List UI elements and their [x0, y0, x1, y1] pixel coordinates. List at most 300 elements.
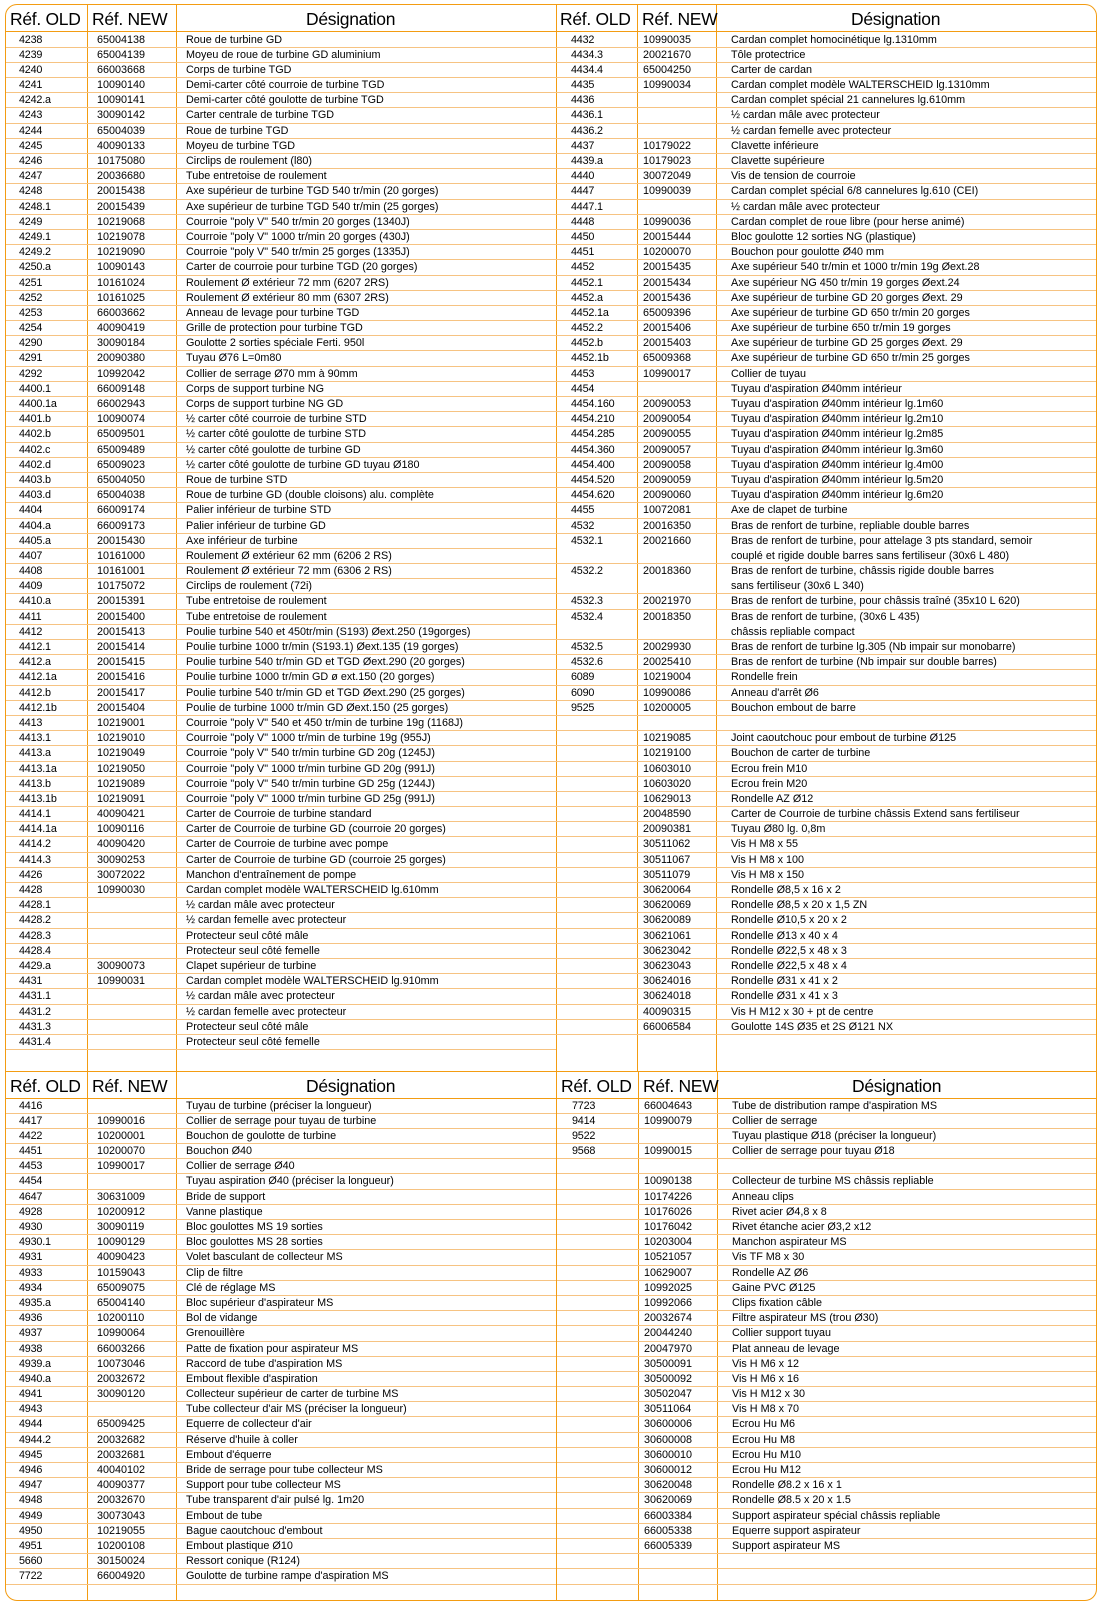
designation-cell: Support aspirateur spécial châssis repliable	[732, 1509, 941, 1522]
ref-new-cell: 20015430	[97, 534, 146, 547]
table-row	[556, 488, 1096, 503]
designation-cell: Courroie "poly V" 540 tr/min turbine GD 25g (1244J)	[186, 777, 435, 790]
designation-cell: Poulie de turbine 1000 tr/min GD Øext.150 (25 gorges)	[186, 701, 449, 714]
table-row	[6, 1402, 556, 1417]
table-row	[6, 1144, 556, 1159]
ref-old-cell: 4453	[19, 1160, 43, 1173]
ref-new-cell: 65009396	[643, 306, 692, 319]
header-designation: Désignation	[306, 9, 396, 29]
table-body	[6, 1099, 556, 1585]
designation-cell: Ecrou Hu M6	[732, 1418, 796, 1431]
table-row	[6, 321, 556, 336]
designation-cell: Embout flexible d'aspiration	[186, 1372, 318, 1385]
ref-old-cell: 4411	[19, 610, 42, 623]
table-row	[6, 1448, 556, 1463]
designation-cell: ½ carter côté courroie de turbine STD	[186, 413, 367, 426]
ref-old-cell: 4248.1	[19, 200, 51, 213]
ref-new-cell: 10179023	[643, 155, 692, 167]
designation-cell: Moyeu de turbine TGD	[186, 139, 296, 152]
ref-new-cell: 10219089	[97, 777, 146, 790]
ref-old-cell: 4416	[19, 1099, 43, 1112]
ref-old-cell: 4292	[19, 367, 43, 380]
ref-new-cell: 30090119	[97, 1221, 145, 1233]
table-row	[6, 488, 556, 503]
designation-cell: Demi-carter côté courroie de turbine TGD	[186, 79, 385, 92]
table-row	[556, 686, 1096, 701]
table-row	[6, 640, 556, 655]
designation-cell: Protecteur seul côté mâle	[186, 1020, 309, 1033]
ref-old-cell: 4431.3	[19, 1020, 51, 1033]
ref-new-cell: 65004140	[97, 1296, 146, 1309]
header-ref-old: Réf. OLD	[561, 1076, 632, 1096]
ref-new-cell: 20090057	[643, 443, 692, 456]
designation-cell: Filtre aspirateur MS (trou Ø30)	[732, 1312, 879, 1325]
designation-cell: Bras de renfort de turbine, pour châssis traîné (35x10 L 620)	[731, 595, 1020, 608]
table-row	[6, 503, 556, 518]
ref-new-cell: 30620069	[643, 899, 692, 912]
designation-cell: Bras de renfort de turbine, pour attelage 3 pts standard, semoir couplé et rigide double barres sans fertiliseur (30x6 L 480)	[731, 534, 1033, 562]
ref-new-cell: 20090054	[643, 413, 692, 426]
ref-old-cell: 4249	[19, 215, 43, 228]
table-row	[557, 1463, 1097, 1478]
ref-new-cell: 10073046	[97, 1357, 146, 1370]
table-row	[556, 731, 1096, 746]
ref-old-cell: 4428.2	[19, 914, 51, 927]
ref-old-cell: 4428.4	[19, 944, 51, 957]
designation-cell: Tôle protectrice	[731, 48, 806, 61]
table-row	[6, 898, 556, 913]
ref-new-cell: 10200070	[97, 1145, 146, 1158]
designation-cell: Bloc goulottes MS 28 sorties	[186, 1236, 323, 1249]
designation-cell: Clavette supérieure	[731, 155, 825, 167]
designation-cell: Anneau clips	[732, 1190, 794, 1203]
ref-old-cell: 4434.4	[571, 63, 603, 76]
ref-new-cell: 65009023	[97, 458, 146, 471]
designation-cell: Rondelle Ø10,5 x 20 x 2	[731, 914, 847, 927]
ref-new-cell: 10990017	[97, 1160, 146, 1173]
designation-cell: Axe supérieur de turbine GD 650 tr/min 20 gorges	[731, 306, 970, 319]
table-row	[556, 230, 1096, 245]
table-row	[556, 701, 1096, 716]
table-row	[557, 1235, 1097, 1250]
designation-cell: Tuyau d'aspiration Ø40mm intérieur	[731, 382, 902, 395]
ref-new-cell: 40090315	[643, 1005, 692, 1018]
ref-old-cell: 4931	[19, 1251, 43, 1264]
ref-new-cell: 20032674	[644, 1312, 693, 1325]
table-row	[557, 1402, 1097, 1417]
ref-old-cell: 4532.3	[571, 595, 603, 608]
table-row	[6, 291, 556, 306]
table-row	[556, 959, 1096, 974]
ref-new-cell: 20032682	[97, 1433, 146, 1446]
ref-old-cell: 4948	[19, 1494, 43, 1507]
designation-cell: ½ cardan femelle avec protecteur	[731, 124, 892, 137]
table-row	[6, 1569, 556, 1584]
table-row	[6, 1190, 556, 1205]
table-row	[557, 1448, 1097, 1463]
ref-new-cell: 30072022	[97, 868, 146, 881]
table-row	[557, 1311, 1097, 1326]
header-ref-new: Réf. NEW	[92, 9, 168, 29]
ref-new-cell: 66003266	[97, 1342, 146, 1355]
designation-cell: Bras de renfort de turbine (Nb impair sur double barres)	[731, 656, 997, 669]
ref-old-cell: 4291	[19, 352, 43, 365]
table-row	[6, 731, 556, 746]
designation-cell: Goulotte 14S Ø35 et 2S Ø121 NX	[731, 1020, 894, 1033]
designation-cell: Corps de support turbine NG GD	[186, 398, 344, 410]
table-row	[556, 792, 1096, 807]
ref-new-cell: 30073043	[97, 1509, 146, 1522]
designation-cell: Courroie "poly V" 540 tr/min 25 gorges (1335J)	[186, 246, 410, 259]
ref-new-cell: 10990015	[644, 1145, 693, 1158]
ref-old-cell: 4250.a	[19, 261, 51, 274]
header-ref-new: Réf. NEW	[642, 9, 718, 29]
table-row	[556, 33, 1096, 48]
table-row	[556, 200, 1096, 215]
table-row	[556, 473, 1096, 488]
table-row	[556, 139, 1096, 154]
table-row	[557, 1569, 1097, 1584]
designation-cell: Courroie "poly V" 1000 tr/min turbine GD 25g (991J)	[186, 792, 435, 805]
table-row	[557, 1266, 1097, 1281]
table-row	[556, 306, 1096, 321]
table-row	[6, 716, 556, 731]
designation-cell: Vis H M6 x 16	[732, 1372, 800, 1385]
designation-cell: Embout plastique Ø10	[186, 1539, 293, 1552]
table-row	[6, 33, 556, 48]
designation-cell: Tube entretoise de roulement	[186, 595, 327, 608]
table-row	[556, 1005, 1096, 1020]
designation-cell: Protecteur seul côté mâle	[186, 929, 309, 942]
designation-cell: Vis H M12 x 30	[732, 1388, 806, 1401]
ref-new-cell: 30500092	[644, 1372, 693, 1385]
ref-new-cell: 30090073	[97, 959, 146, 972]
ref-new-cell: 20018360	[643, 565, 692, 578]
designation-cell: Ecrou Hu M8	[732, 1433, 796, 1446]
ref-new-cell: 30511064	[644, 1403, 692, 1416]
ref-new-cell: 20015417	[97, 686, 146, 699]
designation-cell: Ressort conique (R124)	[186, 1555, 301, 1568]
header-ref-old: Réf. OLD	[10, 9, 81, 29]
designation-cell: Anneau de levage pour turbine TGD	[186, 306, 360, 319]
table-row	[6, 78, 556, 93]
designation-cell: Carter de Courroie de turbine GD (courroie 20 gorges)	[186, 823, 446, 836]
table-row	[556, 63, 1096, 78]
ref-new-cell: 30620089	[643, 914, 692, 927]
designation-cell: Poulie turbine 540 tr/min GD et TGD Øext.290 (20 gorges)	[186, 656, 465, 669]
ref-old-cell: 4454.360	[571, 443, 615, 456]
ref-new-cell: 10200108	[97, 1539, 146, 1552]
ref-old-cell: 4414.1	[19, 808, 51, 821]
designation-cell: Circlips de roulement (l80)	[186, 155, 313, 167]
designation-cell: Corps de support turbine NG	[186, 382, 325, 395]
bottom-right-table	[556, 1071, 1097, 1601]
table-row	[556, 655, 1096, 670]
designation-cell: Clapet supérieur de turbine	[186, 959, 317, 972]
designation-cell: Tuyau d'aspiration Ø40mm intérieur lg.3m60	[731, 443, 944, 456]
designation-cell: Embout de tube	[186, 1509, 263, 1522]
table-row	[6, 1035, 556, 1050]
ref-new-cell: 30621061	[643, 929, 692, 942]
ref-old-cell: 4447	[571, 185, 595, 198]
ref-new-cell: 10990031	[97, 975, 146, 988]
ref-new-cell: 10629013	[643, 792, 692, 805]
ref-new-cell: 20021670	[643, 48, 692, 61]
table-row	[556, 913, 1096, 928]
table-row	[6, 1342, 556, 1357]
table-row	[6, 427, 556, 442]
designation-cell: Cardan complet spécial 21 cannelures lg.610mm	[731, 94, 966, 107]
table-header	[557, 1071, 1097, 1099]
table-header	[6, 5, 556, 32]
ref-new-cell: 65004250	[643, 63, 692, 76]
ref-old-cell: 4436.2	[571, 124, 603, 137]
table-body	[557, 1099, 1097, 1585]
designation-cell: Tuyau plastique Ø18 (préciser la longueur)	[732, 1129, 937, 1142]
ref-old-cell: 4939.a	[19, 1357, 51, 1370]
table-row	[6, 1296, 556, 1311]
ref-old-cell: 4254	[19, 322, 43, 335]
ref-old-cell: 4930	[19, 1221, 43, 1233]
ref-new-cell: 10090074	[97, 413, 146, 426]
ref-new-cell: 66003384	[644, 1509, 693, 1522]
designation-cell: Rondelle Ø13 x 40 x 4	[731, 929, 838, 942]
designation-cell: Rondelle AZ Ø12	[731, 792, 814, 805]
designation-cell: Carter de cardan	[731, 63, 813, 76]
designation-cell: Axe de clapet de turbine	[731, 504, 848, 517]
designation-cell: Rondelle Ø8,5 x 20 x 1,5 ZN	[731, 899, 868, 912]
table-row	[6, 868, 556, 883]
table-row	[6, 1326, 556, 1341]
table-row	[556, 822, 1096, 837]
ref-new-cell: 10990079	[644, 1114, 693, 1127]
table-row	[6, 336, 556, 351]
table-row	[556, 382, 1096, 397]
ref-old-cell: 4943	[19, 1403, 43, 1416]
ref-new-cell: 30090120	[97, 1388, 146, 1401]
designation-cell: Cardan complet homocinétique lg.1310mm	[731, 33, 937, 46]
table-row	[556, 321, 1096, 336]
table-row	[556, 124, 1096, 139]
ref-new-cell: 20015415	[97, 656, 146, 669]
designation-cell: Bras de renfort de turbine, (30x6 L 435) châssis repliable compact	[731, 610, 920, 638]
designation-cell: Axe supérieur de turbine TGD 540 tr/min (20 gorges)	[186, 185, 439, 198]
ref-new-cell: 10219004	[643, 671, 692, 684]
ref-old-cell: 4412.a	[19, 656, 51, 669]
designation-cell: Grille de protection pour turbine TGD	[186, 322, 363, 335]
designation-cell: Bride de serrage pour tube collecteur MS	[186, 1464, 383, 1476]
designation-cell: Ecrou Hu M12	[732, 1464, 802, 1476]
designation-cell: ½ carter côté goulotte de turbine STD	[186, 428, 367, 441]
designation-cell: Cardan complet modèle WALTERSCHEID lg.610mm	[186, 884, 439, 896]
ref-new-cell: 20090055	[643, 428, 692, 441]
table-row	[557, 1342, 1097, 1357]
ref-new-cell: 65004050	[97, 473, 146, 486]
ref-new-cell: 10219010	[97, 732, 146, 745]
table-row	[556, 807, 1096, 822]
designation-cell: Demi-carter côté goulotte de turbine TGD	[186, 94, 384, 107]
ref-old-cell: 4412.1	[19, 641, 51, 653]
designation-cell: Carter de Courroie de turbine GD (courroie 25 gorges)	[186, 853, 446, 866]
table-row	[556, 93, 1096, 108]
ref-new-cell: 10992066	[644, 1296, 693, 1309]
ref-old-cell: 4448	[571, 215, 595, 228]
table-row	[556, 351, 1096, 366]
table-row	[557, 1296, 1097, 1311]
ref-old-cell: 4414.1a	[19, 823, 57, 836]
ref-new-cell: 10992042	[97, 367, 146, 380]
ref-new-cell: 10090138	[644, 1175, 693, 1188]
ref-new-cell: 66009148	[97, 382, 146, 395]
ref-old-cell: 4453	[571, 367, 595, 380]
ref-new-cell: 30600006	[644, 1418, 693, 1431]
designation-cell: ½ cardan mâle avec protecteur	[186, 990, 335, 1003]
table-row	[557, 1417, 1097, 1432]
ref-new-cell: 20025410	[643, 656, 692, 669]
ref-new-cell: 10090116	[97, 823, 145, 836]
table-row	[6, 230, 556, 245]
table-row	[6, 124, 556, 139]
ref-new-cell: 10090129	[97, 1236, 146, 1249]
parts-catalog-frame	[5, 4, 1097, 1601]
ref-old-cell: 6090	[571, 686, 595, 699]
ref-old-cell: 4249.2	[19, 246, 51, 259]
ref-new-cell: 10521057	[644, 1251, 693, 1264]
designation-cell: Vis de tension de courroie	[731, 170, 856, 183]
designation-cell: Embout d'équerre	[186, 1448, 272, 1461]
designation-cell: Clip de filtre	[186, 1266, 244, 1279]
table-row	[556, 762, 1096, 777]
ref-new-cell: 65004138	[97, 33, 146, 46]
table-row	[6, 913, 556, 928]
designation-cell: Axe supérieur de turbine GD 25 gorges Øext. 29	[731, 337, 963, 350]
designation-cell: Poulie turbine 540 tr/min GD et TGD Øext.290 (25 gorges)	[186, 686, 465, 699]
ref-new-cell: 65004038	[97, 489, 146, 502]
table-row	[6, 1099, 556, 1114]
table-row	[557, 1114, 1097, 1129]
ref-new-cell: 30623042	[643, 944, 692, 957]
ref-old-cell: 9525	[571, 701, 595, 714]
ref-new-cell: 30600008	[644, 1433, 693, 1446]
ref-new-cell: 10990034	[643, 79, 692, 92]
designation-cell: Rondelle frein	[731, 671, 798, 684]
designation-cell: Tuyau Ø76 L=0m80	[186, 352, 282, 365]
ref-new-cell: 10219068	[97, 215, 146, 228]
designation-cell: Moyeu de roue de turbine GD aluminium	[186, 48, 381, 61]
table-row	[6, 1266, 556, 1281]
ref-new-cell: 30620048	[644, 1479, 693, 1492]
table-row	[6, 1174, 556, 1189]
ref-new-cell: 30072049	[643, 170, 692, 183]
designation-cell: Clé de réglage MS	[186, 1281, 276, 1294]
table-row	[6, 215, 556, 230]
designation-cell: Vis H M12 x 30 + pt de centre	[731, 1005, 874, 1018]
ref-new-cell: 66009174	[97, 504, 146, 517]
table-row	[556, 519, 1096, 534]
ref-new-cell: 10990017	[643, 367, 692, 380]
table-row	[556, 868, 1096, 883]
ref-new-cell: 20015403	[643, 337, 692, 350]
ref-old-cell: 4454	[571, 382, 595, 395]
table-row	[556, 837, 1096, 852]
designation-cell: Courroie "poly V" 1000 tr/min 20 gorges (430J)	[186, 230, 410, 243]
ref-old-cell: 4532.4	[571, 610, 603, 623]
designation-cell: Poulie turbine 540 et 450tr/min (S193) Øext.250 (19gorges)	[186, 625, 471, 638]
designation-cell: Volet basculant de collecteur MS	[186, 1251, 343, 1264]
designation-cell: Plat anneau de levage	[732, 1342, 840, 1355]
ref-old-cell: 4941	[19, 1388, 43, 1401]
ref-new-cell: 10990036	[643, 215, 692, 228]
ref-new-cell: 10090141	[97, 94, 146, 107]
ref-old-cell: 4532.6	[571, 656, 603, 669]
ref-new-cell: 30600012	[644, 1464, 693, 1476]
table-row	[6, 625, 556, 640]
table-row	[557, 1493, 1097, 1508]
table-row	[6, 853, 556, 868]
designation-cell: Manchon aspirateur MS	[732, 1236, 847, 1249]
ref-new-cell: 20029930	[643, 641, 692, 654]
table-row	[556, 154, 1096, 169]
designation-cell: Tuyau d'aspiration Ø40mm intérieur lg.5m20	[731, 473, 944, 486]
designation-cell: Roue de turbine GD (double cloisons) alu. complète	[186, 489, 434, 502]
ref-new-cell: 10072081	[643, 504, 692, 517]
ref-new-cell: 20090380	[97, 352, 146, 365]
designation-cell: Cardan complet spécial 6/8 cannelures lg.610 (CEI)	[731, 185, 979, 198]
table-row	[6, 139, 556, 154]
table-row	[6, 807, 556, 822]
ref-new-cell: 20032681	[97, 1448, 146, 1461]
table-row	[6, 473, 556, 488]
ref-old-cell: 4413.1b	[19, 792, 57, 805]
designation-cell: Roulement Ø extérieur 72 mm (6207 2RS)	[186, 276, 389, 289]
ref-new-cell: 10200110	[97, 1312, 145, 1325]
designation-cell: Collier de serrage pour tuyau de turbine	[186, 1114, 377, 1127]
ref-old-cell: 4412.1b	[19, 701, 57, 714]
ref-old-cell: 4431.4	[19, 1035, 51, 1048]
designation-cell: ½ cardan mâle avec protecteur	[186, 899, 335, 912]
ref-old-cell: 4436	[571, 94, 595, 107]
ref-new-cell: 10179022	[643, 139, 692, 152]
ref-old-cell: 4532.1	[571, 534, 603, 547]
ref-old-cell: 4452	[571, 261, 595, 274]
ref-old-cell: 4413.1	[19, 732, 51, 745]
designation-cell: Bride de support	[186, 1190, 266, 1203]
table-row	[6, 1114, 556, 1129]
ref-new-cell: 10090140	[97, 79, 146, 92]
ref-old-cell: 4431.2	[19, 1005, 51, 1018]
designation-cell: Rondelle Ø31 x 41 x 2	[731, 975, 838, 988]
table-row	[557, 1129, 1097, 1144]
ref-old-cell: 4409	[19, 580, 43, 593]
table-row	[6, 93, 556, 108]
table-row	[6, 564, 556, 579]
ref-new-cell: 10990086	[643, 686, 692, 699]
ref-old-cell: 4933	[19, 1266, 43, 1279]
table-row	[6, 1005, 556, 1020]
ref-new-cell: 30511062	[643, 838, 691, 851]
table-row	[6, 48, 556, 63]
table-row	[557, 1357, 1097, 1372]
ref-old-cell: 6089	[571, 671, 595, 684]
ref-old-cell: 4934	[19, 1281, 43, 1294]
table-row	[556, 291, 1096, 306]
designation-cell: Rondelle Ø8,5 x 16 x 2	[731, 884, 841, 897]
ref-old-cell: 4400.1	[19, 382, 51, 395]
table-row	[6, 245, 556, 260]
designation-cell: Grenouillère	[186, 1327, 245, 1340]
ref-old-cell: 4401.b	[19, 413, 51, 426]
ref-new-cell: 20015391	[97, 595, 146, 608]
